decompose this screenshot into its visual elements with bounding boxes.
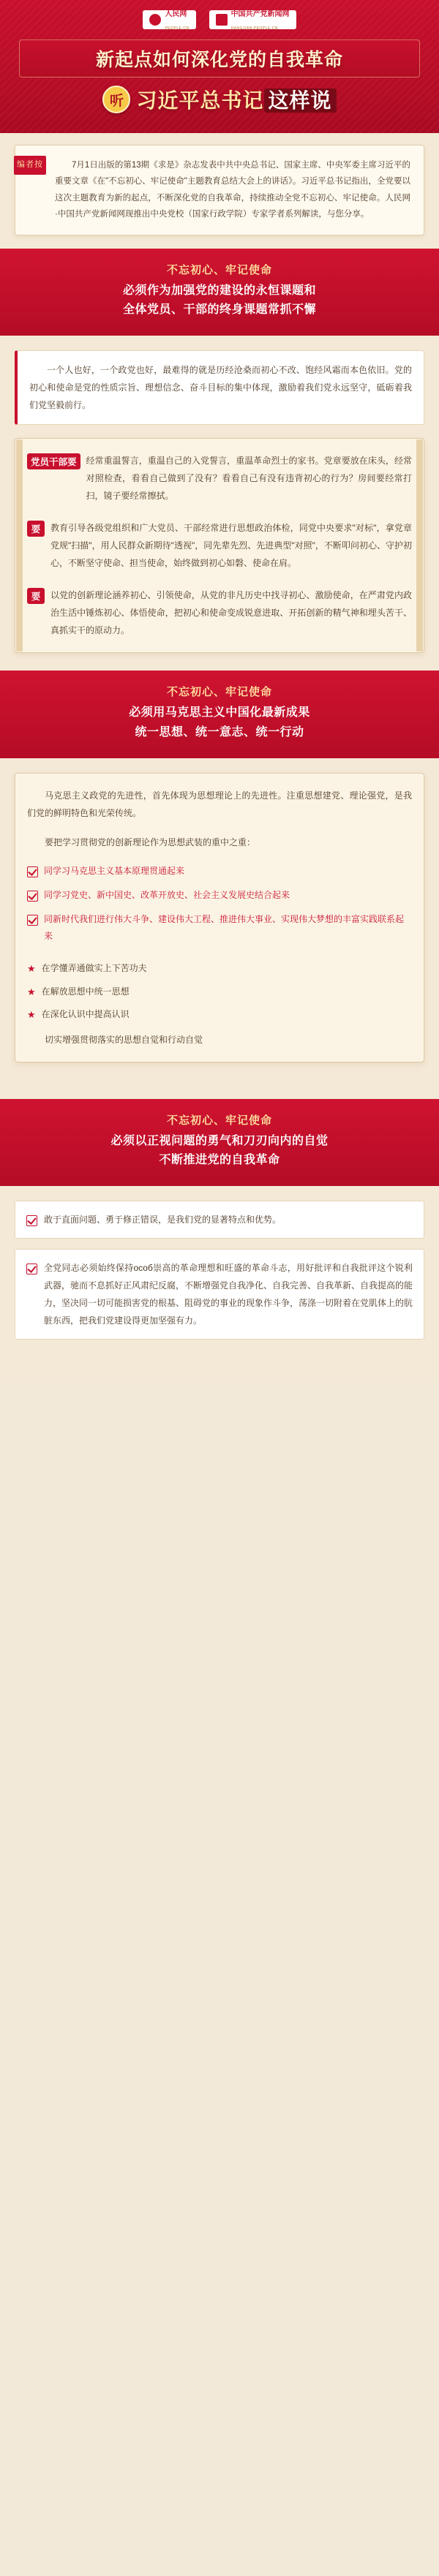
star-icon: ★: [27, 986, 36, 997]
section-1-item-3-text: 以党的创新理论涵养初心、引领使命，从党的非凡历史中找寻初心、激励使命，在严肃党内政治生活中锤炼初心、体悟使命，把初心和使命变成锐意进取、开拓创新的精气神和埋头苦干、真抓实干的原动力。: [50, 590, 412, 636]
section-2-lead: 马克思主义政党的先进性，首先体现为思想理论上的先进性。注重思想建党、理论强党，是我们党的鲜明特色和光荣传统。: [27, 790, 412, 819]
section-2-check-list: [27, 863, 412, 944]
editor-note-card: [15, 145, 424, 235]
people-cn-icon: [149, 14, 161, 26]
check-icon: [27, 915, 38, 926]
section-3-title: 必须以正视问题的勇气和刀刃向内的自觉 不断推进党的自我革命: [110, 1134, 329, 1166]
section-1-subtitle: 不忘初心、牢记使命: [166, 263, 272, 276]
section-1-title: 必须作为加强党的建设的永恒课题和 全体党员、干部的终身课题常抓不懈: [122, 284, 316, 317]
page-header: [0, 0, 439, 133]
title-line2-row: [19, 85, 420, 114]
section-1-item-1-marker: 党员干部要: [27, 453, 80, 469]
section-3-subtitle: 不忘初心、牢记使命: [166, 1114, 272, 1127]
section-2-tail: 切实增强贯彻落实的思想自觉和行动自觉: [45, 1034, 203, 1045]
section-1-item-2-marker: 要: [27, 521, 45, 537]
section-3-content: [0, 1186, 439, 1357]
section-2-star-1: 在学懂弄通做实上下苦功夫: [41, 963, 147, 974]
page-footer-space: [0, 1357, 439, 1378]
logo-row: [0, 10, 439, 29]
list-item: [27, 887, 412, 904]
check-icon: [26, 1264, 37, 1274]
section-2-star-list: [27, 960, 412, 1023]
title-line2-part-b: 这样说: [264, 88, 337, 113]
list-item: [27, 1006, 412, 1023]
section-1-item-1: [27, 452, 412, 505]
section-3-note-2-text: 全党同志必须始终保持особ崇高的革命理想和旺盛的革命斗志，用好批评和自我批评这个锐利武器，驰而不息抓好正风肃纪反腐，不断增强党自我净化、自我完善、自我革新、自我提高的能力，坚决同一切可能损害党的根基、阻碍党的事业的现象作斗争，荡涤一切附着在党肌体上的肮脏东西，把我们党建设得更加坚强有力。: [44, 1263, 413, 1326]
section-2-check-2: 同学习党史、新中国史、改革开放史、社会主义发展史结合起来: [44, 890, 290, 901]
section-3-note-1: [15, 1201, 424, 1239]
section-2-content: [0, 758, 439, 1079]
listen-seal-icon: 听: [102, 86, 130, 113]
title-line2-part-a: 习近平总书记: [136, 89, 264, 112]
section-3-banner: [0, 1099, 439, 1187]
editor-note-text: 7月1日出版的第13期《求是》杂志发表中共中央总书记、国家主席、中央军委主席习近平的重要文章《在"不忘初心、牢记使命"主题教育总结大会上的讲话》。习近平总书记指出，全党要以这次主题教育为新的起点，不断深化党的自我革命，持续推动全党不忘初心、牢记使命。人民网·中国共产党新闻网现推出中央党校（国家行政学院）专家学者系列解读，与您分享。: [55, 161, 410, 219]
section-3-note-2: [15, 1249, 424, 1340]
section-2-title: 必须用马克思主义中国化最新成果 统一思想、统一意志、统一行动: [129, 706, 310, 739]
list-item: [27, 863, 412, 880]
section-1-item-2-text: 教育引导各级党组织和广大党员、干部经常进行思想政治体检，同党中央要求"对标"，拿党章党规"扫描"，用人民群众新期待"透视"，同先辈先烈、先进典型"对照"，不断叩问初心、守护初心，不断坚守使命、担当使命，始终做到初心如磐、使命在肩。: [50, 523, 412, 569]
section-1-item-2: [27, 519, 412, 572]
section-spacer: [0, 1080, 439, 1099]
section-1-banner: [0, 249, 439, 336]
section-2-star-3: 在深化认识中提高认识: [41, 1009, 130, 1020]
section-1-item-3: [27, 586, 412, 639]
section-2-check-1: 同学习马克思主义基本原理贯通起来: [44, 866, 185, 877]
logo-people-cn-sub: PEOPLE.CN: [165, 26, 190, 31]
editor-note-tab: 编者按: [14, 156, 46, 175]
section-2-subtitle: 不忘初心、牢记使命: [166, 686, 272, 699]
section-2-check-3: 同新时代我们进行伟大斗争、建设伟大工程、推进伟大事业、实现伟大梦想的丰富实践联系起来: [44, 913, 405, 941]
star-icon: ★: [27, 1009, 36, 1021]
section-1-item-3-marker: 要: [27, 588, 45, 604]
section-2-intro-line: 要把学习贯彻党的创新理论作为思想武装的重中之重：: [45, 837, 256, 848]
section-2-star-2: 在解放思想中统一思想: [41, 986, 130, 997]
list-item: [27, 911, 412, 945]
section-2-paper: [15, 773, 424, 1062]
check-icon: [27, 866, 38, 877]
page-title-line1: 新起点如何深化党的自我革命: [19, 39, 420, 78]
intro-section: [0, 133, 439, 249]
logo-dangjian-label: 中国共产党新闻网: [230, 10, 290, 18]
star-icon: ★: [27, 963, 36, 975]
dangjian-icon: [216, 14, 228, 26]
section-2-banner: [0, 671, 439, 758]
section-1-item-1-text: 经常重温誓言，重温自己的入党誓言，重温革命烈士的家书。党章要放在床头，经常对照检查，看看自己做到了没有？看看自己有没有违背初心的行为？房间要经常打扫，镜子要经常擦拭。: [86, 456, 412, 502]
section-1-paper: [15, 438, 424, 653]
section-1-content: [0, 336, 439, 671]
check-icon: [26, 1215, 37, 1226]
title-band: [19, 39, 420, 114]
logo-people-cn-label: 人民网: [165, 10, 187, 18]
section-3-note-1-text: 敢于直面问题、勇于修正错误，是我们党的显著特点和优势。: [44, 1215, 282, 1225]
logo-people-cn[interactable]: [143, 10, 195, 29]
logo-dangjian[interactable]: [209, 10, 296, 29]
check-icon: [27, 891, 38, 902]
list-item: [27, 983, 412, 1000]
logo-dangjian-sub: DANGJIAN.PEOPLE.CN: [230, 26, 278, 31]
list-item: [27, 960, 412, 977]
page-title-line2: [136, 85, 336, 114]
section-1-lead: 一个人也好，一个政党也好，最难得的就是历经沧桑而初心不改、饱经风霜而本色依旧。党的初心和使命是党的性质宗旨、理想信念、奋斗目标的集中体现，激励着我们党永远坚守，砥砺着我们党坚毅前行。: [15, 350, 424, 425]
